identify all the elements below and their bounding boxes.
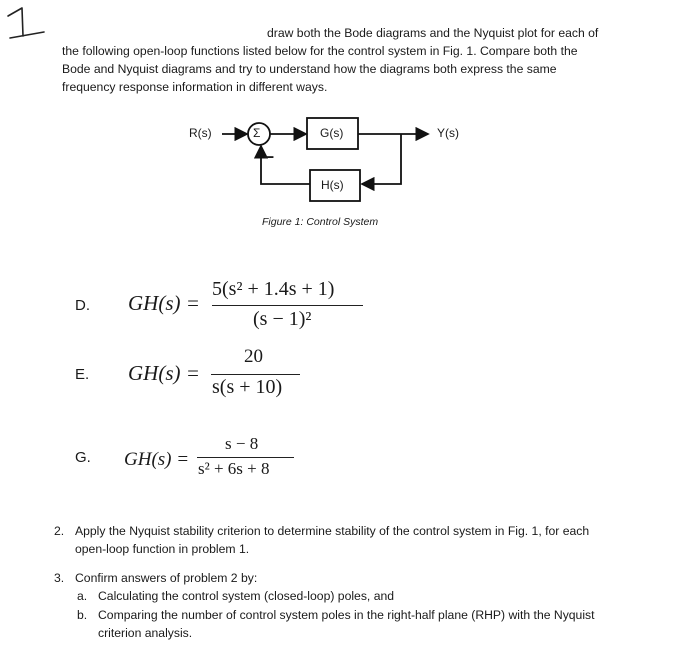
sum-symbol: Σ: [253, 126, 261, 140]
input-label: R(s): [189, 126, 212, 140]
function-d-label: D.: [75, 297, 90, 314]
question-2-number: 2.: [54, 524, 65, 538]
question-3-text: Confirm answers of problem 2 by:: [75, 571, 258, 585]
function-d-denominator: (s − 1)²: [253, 308, 312, 330]
question-3a-text: Calculating the control system (closed-loop) poles, and: [98, 589, 395, 603]
intro-line-4: frequency response information in different ways.: [62, 80, 328, 94]
intro-line-3: Bode and Nyquist diagrams and try to understand how the diagrams both express the same: [62, 62, 557, 76]
question-2-line-2: open-loop function in problem 1.: [75, 542, 250, 556]
minus-sign: –: [264, 146, 275, 166]
control-system-diagram: [0, 0, 700, 240]
function-d-numerator: 5(s² + 1.4s + 1): [212, 278, 335, 300]
function-g-denominator: s² + 6s + 8: [198, 459, 270, 478]
function-e-numerator: 20: [244, 346, 263, 367]
function-g-label: G.: [75, 449, 91, 466]
question-3-number: 3.: [54, 571, 65, 585]
question-2-line-1: Apply the Nyquist stability criterion to determine stability of the control system in Fig. 1, for each: [75, 524, 590, 538]
function-e-label: E.: [75, 366, 90, 383]
output-label: Y(s): [437, 126, 459, 140]
question-3b-letter: b.: [77, 608, 88, 622]
intro-line-2: the following open-loop functions listed below for the control system in Fig. 1. Compare both the: [62, 44, 578, 58]
function-g-numerator: s − 8: [225, 434, 259, 453]
feedback-takeoff: [362, 134, 401, 184]
question-3a-letter: a.: [77, 589, 88, 603]
question-3b-line-1: Comparing the number of control system poles in the right-half plane (RHP) with the Nyquist: [98, 608, 595, 622]
figure-caption: Figure 1: Control System: [262, 216, 379, 228]
function-d-fraction-bar: [212, 305, 363, 306]
function-e-lhs: GH(s) =: [128, 361, 200, 385]
question-3b-line-2: criterion analysis.: [98, 626, 193, 640]
function-d-lhs: GH(s) =: [128, 291, 200, 315]
function-e-denominator: s(s + 10): [212, 376, 283, 398]
forward-block-label: G(s): [320, 126, 344, 140]
intro-line-1: draw both the Bode diagrams and the Nyquist plot for each of: [267, 26, 599, 40]
feedback-block-label: H(s): [321, 178, 344, 192]
function-g-lhs: GH(s) =: [124, 449, 190, 470]
